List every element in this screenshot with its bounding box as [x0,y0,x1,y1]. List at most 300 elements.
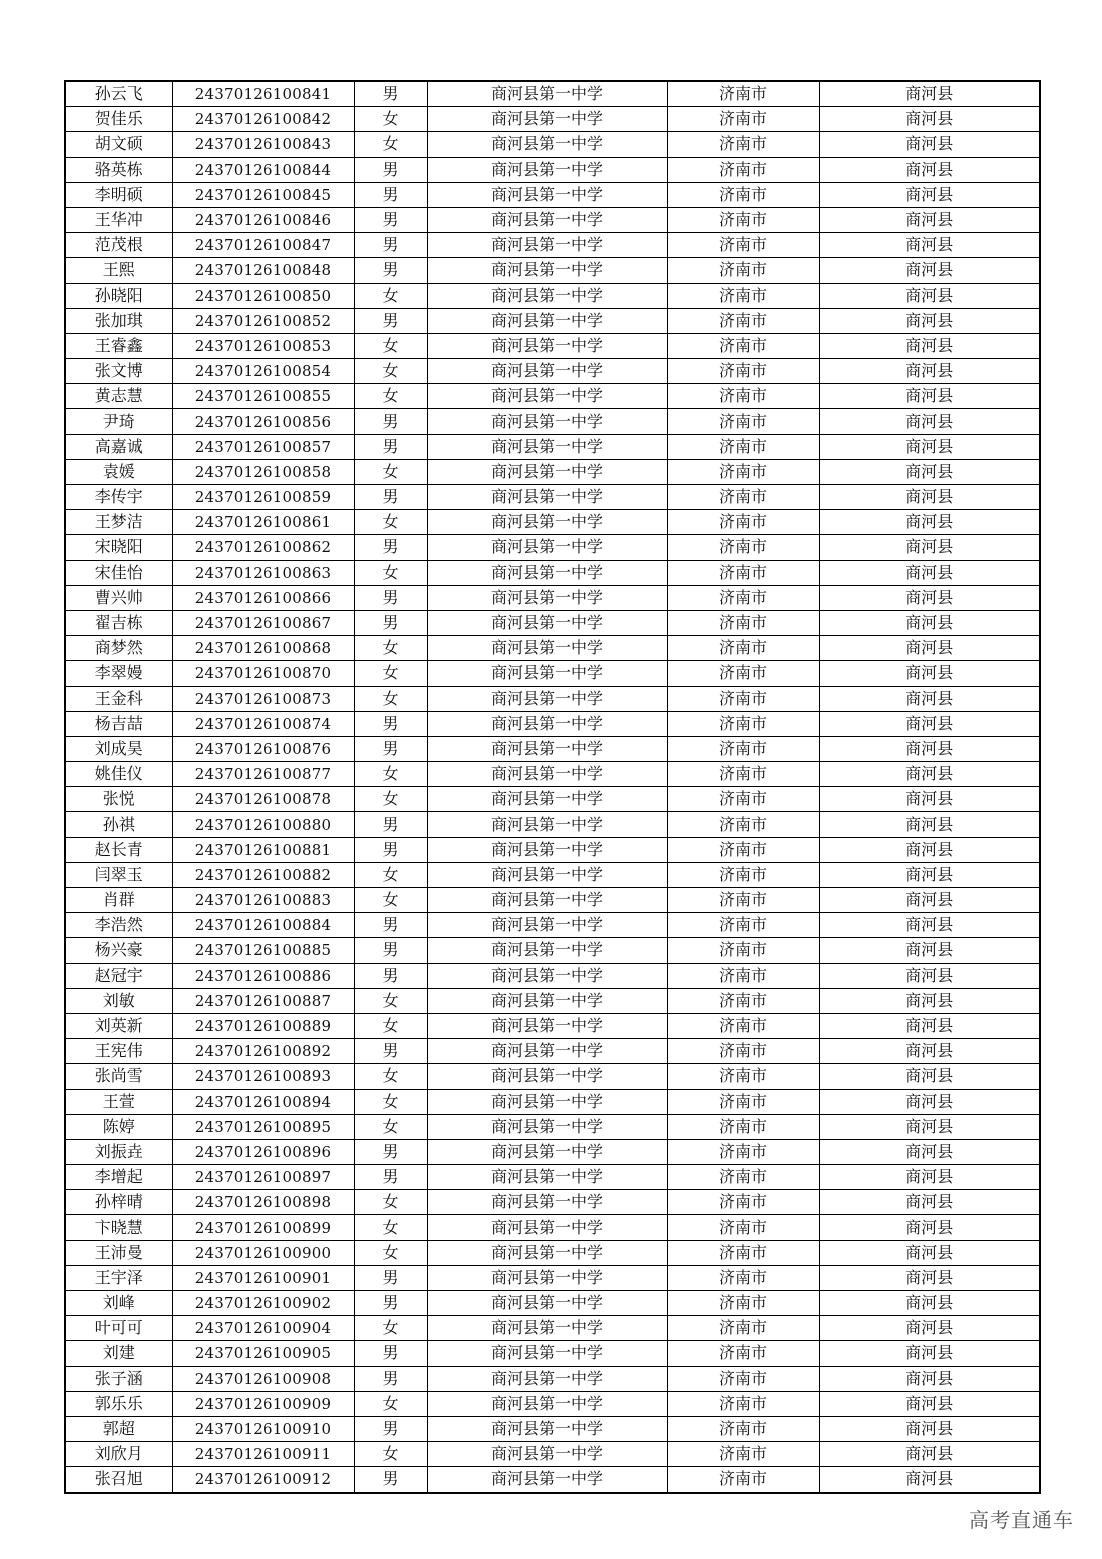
gender-cell: 女 [354,132,427,157]
county-cell: 商河县 [819,1089,1040,1114]
county-cell: 商河县 [819,812,1040,837]
county-cell: 商河县 [819,1013,1040,1038]
school-name-cell: 商河县第一中学 [427,1013,667,1038]
student-name-cell: 赵长青 [65,837,172,862]
student-name-cell: 王熙 [65,258,172,283]
table-row [65,661,1040,686]
table-row [65,333,1040,358]
school-name-cell: 商河县第一中学 [427,610,667,635]
county-cell: 商河县 [819,736,1040,761]
city-cell: 济南市 [667,182,819,207]
county-cell: 商河县 [819,485,1040,510]
city-cell: 济南市 [667,1291,819,1316]
city-cell: 济南市 [667,1467,819,1493]
county-cell: 商河县 [819,686,1040,711]
county-cell: 商河县 [819,1039,1040,1064]
student-name-cell: 王梦洁 [65,510,172,535]
exam-id-cell: 24370126100912 [172,1467,354,1493]
school-name-cell: 商河县第一中学 [427,333,667,358]
city-cell: 济南市 [667,535,819,560]
gender-cell: 男 [354,963,427,988]
student-name-cell: 孙晓阳 [65,283,172,308]
county-cell: 商河县 [819,610,1040,635]
gender-cell: 女 [354,1442,427,1467]
exam-id-cell: 24370126100905 [172,1341,354,1366]
gender-cell: 男 [354,585,427,610]
county-cell: 商河县 [819,81,1040,107]
exam-id-cell: 24370126100904 [172,1316,354,1341]
city-cell: 济南市 [667,333,819,358]
student-name-cell: 刘英新 [65,1013,172,1038]
table-row [65,1416,1040,1441]
gender-cell: 男 [354,485,427,510]
school-name-cell: 商河县第一中学 [427,1089,667,1114]
table-row [65,1291,1040,1316]
table-row [65,308,1040,333]
table-row [65,787,1040,812]
school-name-cell: 商河县第一中学 [427,762,667,787]
exam-id-cell: 24370126100910 [172,1416,354,1441]
table-row [65,812,1040,837]
table-row [65,132,1040,157]
city-cell: 济南市 [667,988,819,1013]
county-cell: 商河县 [819,107,1040,132]
table-row [65,1467,1040,1493]
school-name-cell: 商河县第一中学 [427,207,667,232]
school-name-cell: 商河县第一中学 [427,913,667,938]
city-cell: 济南市 [667,1190,819,1215]
school-name-cell: 商河县第一中学 [427,283,667,308]
student-name-cell: 刘欣月 [65,1442,172,1467]
gender-cell: 男 [354,938,427,963]
city-cell: 济南市 [667,359,819,384]
exam-id-cell: 24370126100866 [172,585,354,610]
student-name-cell: 闫翠玉 [65,862,172,887]
student-name-cell: 王睿鑫 [65,333,172,358]
table-row [65,258,1040,283]
city-cell: 济南市 [667,636,819,661]
gender-cell: 男 [354,434,427,459]
city-cell: 济南市 [667,1064,819,1089]
student-name-cell: 张悦 [65,787,172,812]
gender-cell: 女 [354,333,427,358]
table-row [65,384,1040,409]
exam-id-cell: 24370126100847 [172,233,354,258]
exam-id-cell: 24370126100868 [172,636,354,661]
city-cell: 济南市 [667,1165,819,1190]
student-name-cell: 郭超 [65,1416,172,1441]
city-cell: 济南市 [667,157,819,182]
student-name-cell: 陈婷 [65,1114,172,1139]
student-name-cell: 刘敏 [65,988,172,1013]
school-name-cell: 商河县第一中学 [427,862,667,887]
gender-cell: 女 [354,384,427,409]
student-name-cell: 胡文硕 [65,132,172,157]
table-row [65,510,1040,535]
gender-cell: 女 [354,636,427,661]
table-row [65,233,1040,258]
school-name-cell: 商河县第一中学 [427,1190,667,1215]
roster-body [65,81,1040,1493]
city-cell: 济南市 [667,459,819,484]
city-cell: 济南市 [667,1139,819,1164]
gender-cell: 女 [354,1316,427,1341]
exam-id-cell: 24370126100841 [172,81,354,107]
city-cell: 济南市 [667,1215,819,1240]
county-cell: 商河县 [819,787,1040,812]
school-name-cell: 商河县第一中学 [427,384,667,409]
table-row [65,157,1040,182]
student-name-cell: 张加琪 [65,308,172,333]
table-row [65,560,1040,585]
county-cell: 商河县 [819,560,1040,585]
gender-cell: 男 [354,1291,427,1316]
table-row [65,535,1040,560]
county-cell: 商河县 [819,207,1040,232]
city-cell: 济南市 [667,1265,819,1290]
county-cell: 商河县 [819,1139,1040,1164]
city-cell: 济南市 [667,1013,819,1038]
city-cell: 济南市 [667,711,819,736]
exam-id-cell: 24370126100862 [172,535,354,560]
school-name-cell: 商河县第一中学 [427,888,667,913]
student-name-cell: 卞晓慧 [65,1215,172,1240]
gender-cell: 女 [354,1114,427,1139]
student-name-cell: 宋晓阳 [65,535,172,560]
student-name-cell: 杨吉喆 [65,711,172,736]
exam-id-cell: 24370126100895 [172,1114,354,1139]
exam-id-cell: 24370126100874 [172,711,354,736]
exam-id-cell: 24370126100896 [172,1139,354,1164]
exam-id-cell: 24370126100870 [172,661,354,686]
city-cell: 济南市 [667,233,819,258]
city-cell: 济南市 [667,510,819,535]
watermark-text: 高考直通车 [969,1508,1074,1532]
gender-cell: 男 [354,409,427,434]
exam-id-cell: 24370126100892 [172,1039,354,1064]
gender-cell: 女 [354,459,427,484]
table-row [65,762,1040,787]
exam-id-cell: 24370126100854 [172,359,354,384]
student-name-cell: 王宪伟 [65,1039,172,1064]
school-name-cell: 商河县第一中学 [427,1064,667,1089]
school-name-cell: 商河县第一中学 [427,434,667,459]
student-name-cell: 范茂根 [65,233,172,258]
exam-id-cell: 24370126100843 [172,132,354,157]
school-name-cell: 商河县第一中学 [427,359,667,384]
school-name-cell: 商河县第一中学 [427,636,667,661]
county-cell: 商河县 [819,510,1040,535]
exam-id-cell: 24370126100853 [172,333,354,358]
exam-id-cell: 24370126100844 [172,157,354,182]
exam-id-cell: 24370126100882 [172,862,354,887]
exam-id-cell: 24370126100856 [172,409,354,434]
gender-cell: 男 [354,1039,427,1064]
exam-id-cell: 24370126100893 [172,1064,354,1089]
student-name-cell: 刘振垚 [65,1139,172,1164]
student-name-cell: 张召旭 [65,1467,172,1493]
gender-cell: 男 [354,1416,427,1441]
table-row [65,1240,1040,1265]
county-cell: 商河县 [819,1366,1040,1391]
county-cell: 商河县 [819,233,1040,258]
school-name-cell: 商河县第一中学 [427,661,667,686]
student-name-cell: 李明硕 [65,182,172,207]
school-name-cell: 商河县第一中学 [427,157,667,182]
student-name-cell: 王金科 [65,686,172,711]
gender-cell: 男 [354,1366,427,1391]
school-name-cell: 商河县第一中学 [427,1291,667,1316]
county-cell: 商河县 [819,308,1040,333]
city-cell: 济南市 [667,1089,819,1114]
exam-id-cell: 24370126100900 [172,1240,354,1265]
student-name-cell: 高嘉诚 [65,434,172,459]
gender-cell: 男 [354,736,427,761]
city-cell: 济南市 [667,963,819,988]
school-name-cell: 商河县第一中学 [427,107,667,132]
school-name-cell: 商河县第一中学 [427,560,667,585]
city-cell: 济南市 [667,1366,819,1391]
gender-cell: 男 [354,837,427,862]
gender-cell: 女 [354,107,427,132]
table-row [65,1114,1040,1139]
student-name-cell: 袁媛 [65,459,172,484]
city-cell: 济南市 [667,610,819,635]
county-cell: 商河县 [819,636,1040,661]
county-cell: 商河县 [819,913,1040,938]
county-cell: 商河县 [819,1114,1040,1139]
exam-id-cell: 24370126100852 [172,308,354,333]
city-cell: 济南市 [667,107,819,132]
exam-id-cell: 24370126100876 [172,736,354,761]
school-name-cell: 商河县第一中学 [427,1215,667,1240]
student-name-cell: 孙云飞 [65,81,172,107]
gender-cell: 男 [354,308,427,333]
school-name-cell: 商河县第一中学 [427,485,667,510]
city-cell: 济南市 [667,913,819,938]
exam-id-cell: 24370126100902 [172,1291,354,1316]
exam-id-cell: 24370126100897 [172,1165,354,1190]
school-name-cell: 商河县第一中学 [427,1039,667,1064]
student-name-cell: 骆英栋 [65,157,172,182]
exam-id-cell: 24370126100889 [172,1013,354,1038]
county-cell: 商河县 [819,837,1040,862]
table-row [65,1190,1040,1215]
city-cell: 济南市 [667,837,819,862]
county-cell: 商河县 [819,535,1040,560]
roster-table [64,80,1041,1494]
county-cell: 商河县 [819,585,1040,610]
table-row [65,1316,1040,1341]
student-name-cell: 赵冠宇 [65,963,172,988]
county-cell: 商河县 [819,182,1040,207]
gender-cell: 女 [354,1064,427,1089]
city-cell: 济南市 [667,888,819,913]
table-row [65,1013,1040,1038]
city-cell: 济南市 [667,1341,819,1366]
school-name-cell: 商河县第一中学 [427,1366,667,1391]
table-row [65,837,1040,862]
gender-cell: 男 [354,81,427,107]
table-row [65,711,1040,736]
gender-cell: 女 [354,1240,427,1265]
county-cell: 商河县 [819,258,1040,283]
gender-cell: 男 [354,535,427,560]
county-cell: 商河县 [819,888,1040,913]
county-cell: 商河县 [819,762,1040,787]
school-name-cell: 商河县第一中学 [427,1467,667,1493]
county-cell: 商河县 [819,1341,1040,1366]
school-name-cell: 商河县第一中学 [427,409,667,434]
gender-cell: 女 [354,1215,427,1240]
county-cell: 商河县 [819,1416,1040,1441]
county-cell: 商河县 [819,988,1040,1013]
city-cell: 济南市 [667,1039,819,1064]
exam-id-cell: 24370126100842 [172,107,354,132]
county-cell: 商河县 [819,938,1040,963]
city-cell: 济南市 [667,661,819,686]
student-name-cell: 黄志慧 [65,384,172,409]
gender-cell: 女 [354,1391,427,1416]
student-name-cell: 姚佳仪 [65,762,172,787]
school-name-cell: 商河县第一中学 [427,81,667,107]
city-cell: 济南市 [667,409,819,434]
city-cell: 济南市 [667,1416,819,1441]
student-name-cell: 肖群 [65,888,172,913]
county-cell: 商河县 [819,333,1040,358]
school-name-cell: 商河县第一中学 [427,963,667,988]
table-row [65,1039,1040,1064]
gender-cell: 女 [354,686,427,711]
gender-cell: 女 [354,1190,427,1215]
gender-cell: 男 [354,711,427,736]
student-name-cell: 尹琦 [65,409,172,434]
exam-id-cell: 24370126100884 [172,913,354,938]
school-name-cell: 商河县第一中学 [427,233,667,258]
table-row [65,913,1040,938]
exam-id-cell: 24370126100881 [172,837,354,862]
exam-id-cell: 24370126100887 [172,988,354,1013]
city-cell: 济南市 [667,485,819,510]
exam-id-cell: 24370126100898 [172,1190,354,1215]
student-name-cell: 李翠嫚 [65,661,172,686]
city-cell: 济南市 [667,308,819,333]
gender-cell: 女 [354,283,427,308]
city-cell: 济南市 [667,132,819,157]
table-row [65,963,1040,988]
city-cell: 济南市 [667,1391,819,1416]
school-name-cell: 商河县第一中学 [427,736,667,761]
student-name-cell: 张子涵 [65,1366,172,1391]
exam-id-cell: 24370126100885 [172,938,354,963]
table-row [65,107,1040,132]
school-name-cell: 商河县第一中学 [427,1316,667,1341]
city-cell: 济南市 [667,1442,819,1467]
county-cell: 商河县 [819,157,1040,182]
city-cell: 济南市 [667,434,819,459]
student-name-cell: 宋佳怡 [65,560,172,585]
city-cell: 济南市 [667,938,819,963]
table-row [65,1265,1040,1290]
gender-cell: 男 [354,610,427,635]
gender-cell: 男 [354,207,427,232]
student-name-cell: 贺佳乐 [65,107,172,132]
school-name-cell: 商河县第一中学 [427,535,667,560]
exam-id-cell: 24370126100867 [172,610,354,635]
table-row [65,636,1040,661]
exam-id-cell: 24370126100850 [172,283,354,308]
gender-cell: 男 [354,1165,427,1190]
school-name-cell: 商河县第一中学 [427,837,667,862]
exam-id-cell: 24370126100911 [172,1442,354,1467]
exam-id-cell: 24370126100861 [172,510,354,535]
gender-cell: 男 [354,1139,427,1164]
city-cell: 济南市 [667,787,819,812]
student-name-cell: 王华冲 [65,207,172,232]
exam-id-cell: 24370126100859 [172,485,354,510]
table-row [65,1089,1040,1114]
city-cell: 济南市 [667,81,819,107]
school-name-cell: 商河县第一中学 [427,459,667,484]
table-row [65,459,1040,484]
exam-id-cell: 24370126100858 [172,459,354,484]
gender-cell: 女 [354,510,427,535]
student-name-cell: 郭乐乐 [65,1391,172,1416]
county-cell: 商河县 [819,1316,1040,1341]
exam-id-cell: 24370126100857 [172,434,354,459]
exam-id-cell: 24370126100873 [172,686,354,711]
gender-cell: 男 [354,1265,427,1290]
student-name-cell: 李增起 [65,1165,172,1190]
county-cell: 商河县 [819,1064,1040,1089]
school-name-cell: 商河县第一中学 [427,1265,667,1290]
table-row [65,686,1040,711]
exam-id-cell: 24370126100878 [172,787,354,812]
city-cell: 济南市 [667,686,819,711]
table-row [65,1341,1040,1366]
student-name-cell: 商梦然 [65,636,172,661]
county-cell: 商河县 [819,1165,1040,1190]
exam-id-cell: 24370126100845 [172,182,354,207]
student-name-cell: 王宇泽 [65,1265,172,1290]
student-name-cell: 翟吉栋 [65,610,172,635]
school-name-cell: 商河县第一中学 [427,1139,667,1164]
exam-id-cell: 24370126100846 [172,207,354,232]
city-cell: 济南市 [667,1316,819,1341]
gender-cell: 女 [354,762,427,787]
student-name-cell: 孙祺 [65,812,172,837]
student-name-cell: 张尚雪 [65,1064,172,1089]
table-row [65,1139,1040,1164]
student-name-cell: 刘峰 [65,1291,172,1316]
city-cell: 济南市 [667,1114,819,1139]
student-name-cell: 刘建 [65,1341,172,1366]
student-name-cell: 张文博 [65,359,172,384]
gender-cell: 女 [354,1089,427,1114]
gender-cell: 女 [354,888,427,913]
county-cell: 商河县 [819,434,1040,459]
table-row [65,988,1040,1013]
school-name-cell: 商河县第一中学 [427,1114,667,1139]
county-cell: 商河县 [819,1391,1040,1416]
table-row [65,888,1040,913]
exam-id-cell: 24370126100899 [172,1215,354,1240]
exam-id-cell: 24370126100877 [172,762,354,787]
city-cell: 济南市 [667,283,819,308]
school-name-cell: 商河县第一中学 [427,1416,667,1441]
student-name-cell: 李浩然 [65,913,172,938]
county-cell: 商河县 [819,283,1040,308]
